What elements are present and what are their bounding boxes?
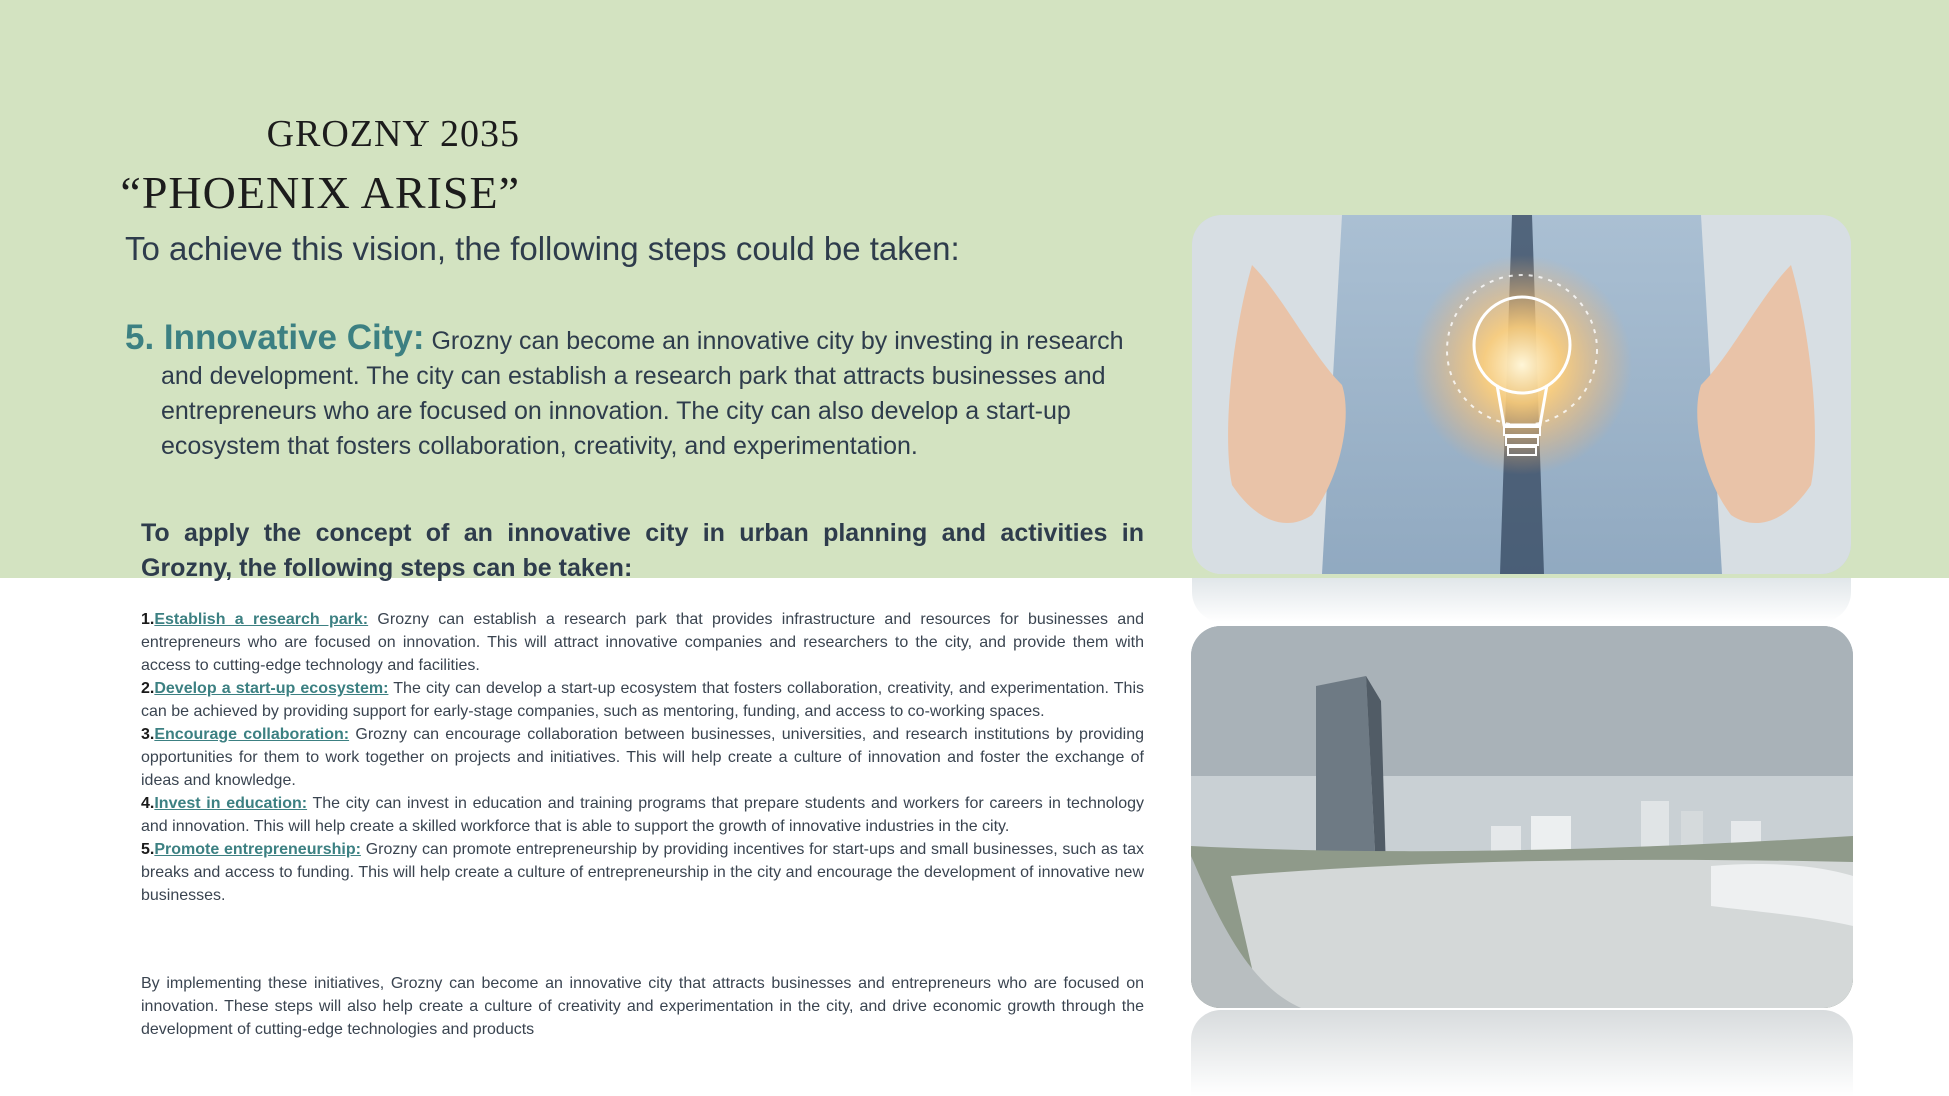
innovative-city-line-1: Grozny can become an innovative city by investing in research (431, 327, 1124, 355)
step-title-link[interactable]: Develop a start-up ecosystem: (154, 680, 389, 697)
step-number: 4. (141, 795, 155, 812)
apply-heading: To apply the concept of an innovative city in urban planning and activities in Grozny, the following steps can be taken: (141, 519, 1144, 582)
innovative-city-heading: 5. Innovative City: (125, 318, 425, 357)
step-title-link[interactable]: Encourage collaboration: (154, 726, 350, 743)
top-image-reflection (1192, 578, 1851, 622)
lightbulb-hands-illustration (1192, 215, 1851, 574)
list-item (141, 677, 1144, 723)
innovative-city-section (125, 320, 1145, 464)
step-title-link[interactable]: Promote entrepreneurship: (154, 841, 361, 858)
innovative-city-line-3: entrepreneurs who are focused on innovation. The city can also develop a start-up (161, 397, 1071, 425)
innovative-city-line-2: and development. The city can establish a research park that attracts businesses and (161, 362, 1106, 390)
step-text: The city can develop a start-up ecosystem that fosters collaboration, creativity, and experimentation. This can be achieved by providing support for early-stage companies, such as mentoring, funding, and access to co-working spaces. (141, 680, 1144, 720)
lightbulb-hands-photo (1192, 215, 1851, 574)
title-line-2: “PHOENIX ARISE” (120, 167, 520, 218)
list-item (141, 838, 1144, 907)
bottom-image-reflection (1191, 1010, 1853, 1096)
step-number: 2. (141, 680, 155, 697)
steps-list (141, 608, 1144, 907)
step-title-link[interactable]: Invest in education: (154, 795, 308, 812)
list-item (141, 608, 1144, 677)
step-number: 3. (141, 726, 155, 743)
step-number: 1. (141, 611, 155, 628)
list-item (141, 792, 1144, 838)
vision-intro: To achieve this vision, the following steps could be taken: (125, 230, 960, 267)
list-item (141, 723, 1144, 792)
title-line-1: GROZNY 2035 (266, 113, 520, 155)
city-render-illustration (1191, 626, 1853, 1008)
step-text: Grozny can establish a research park that provides infrastructure and resources for businesses and entrepreneurs who are focused on innovation. This will attract innovative companies and researchers to the city, and provide them with access to cutting-edge technology and facilities. (141, 611, 1144, 674)
step-number: 5. (141, 841, 155, 858)
innovative-city-line-4: ecosystem that fosters collaboration, creativity, and experimentation. (161, 432, 918, 460)
conclusion-paragraph: By implementing these initiatives, Grozny can become an innovative city that attracts businesses and entrepreneurs who are focused on innovation. These steps will also help create a culture of creativity and experimentation in the city, and drive economic growth through the development of cutting-edge technologies and products (141, 975, 1144, 1038)
step-title-link[interactable]: Establish a research park: (154, 611, 369, 628)
step-text: Grozny can encourage collaboration between businesses, universities, and research institutions by providing opportunities for them to work together on projects and initiatives. This will help create a culture of innovation and foster the exchange of ideas and knowledge. (141, 726, 1144, 789)
step-text: The city can invest in education and training programs that prepare students and workers for careers in technology and innovation. This will help create a skilled workforce that is able to support the growth of innovative industries in the city. (141, 795, 1144, 835)
step-text: Grozny can promote entrepreneurship by providing incentives for start-ups and small businesses, such as tax breaks and access to funding. This will help create a culture of entrepreneurship in the city and encourage the development of innovative new businesses. (141, 841, 1144, 904)
city-architecture-render (1191, 626, 1853, 1008)
